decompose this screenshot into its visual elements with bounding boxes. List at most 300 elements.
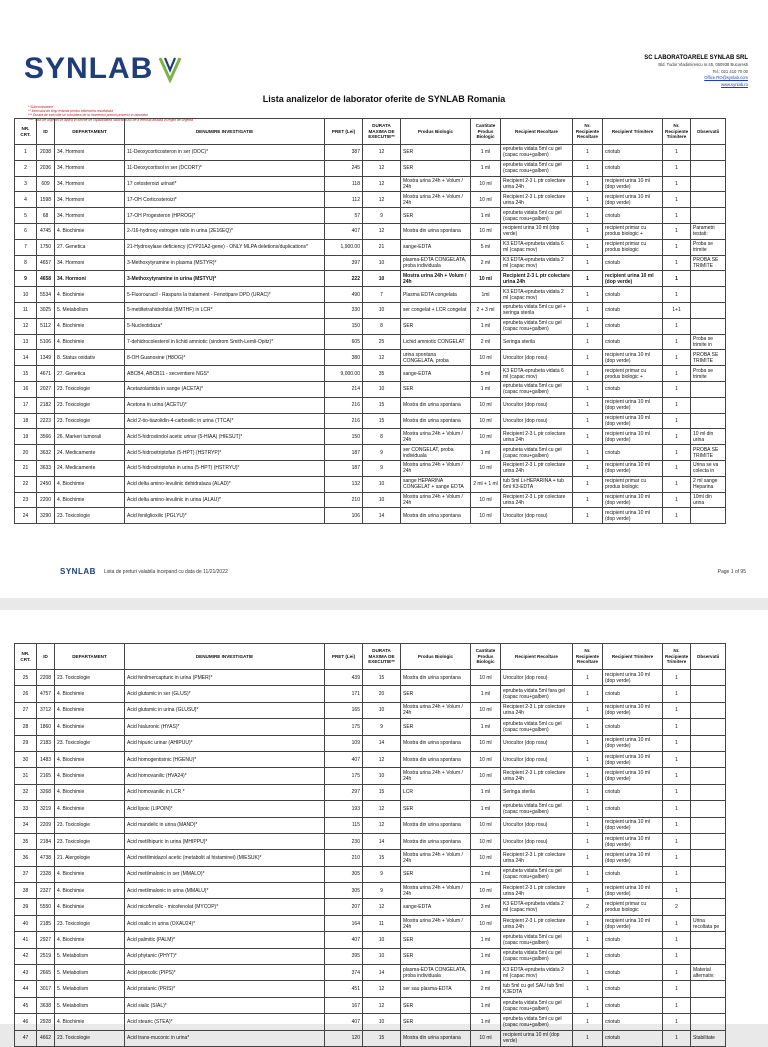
table-cell: 2450 <box>37 476 55 492</box>
table-cell: Acid homogentisinic (HGENU)* <box>125 751 325 767</box>
table-cell: Recipient 2-3 L ptr colectare urina 24h <box>501 176 573 192</box>
table-cell <box>691 1014 726 1030</box>
analyses-table-page-1 <box>14 118 726 524</box>
table-cell: recipient urina 10 ml (dop verde) <box>603 735 663 751</box>
table-cell: 1 <box>573 981 603 997</box>
table-cell: Urocultor (dop rosu) <box>501 397 573 413</box>
table-cell: Acid delta amino-levulinic in urina (ALAU)* <box>125 492 325 508</box>
table-cell: 10 ml <box>471 508 501 524</box>
table-cell: 1 ml <box>471 997 501 1013</box>
table-cell: 175 <box>325 719 363 735</box>
table-row <box>15 686 726 702</box>
table-cell: 1 <box>663 997 691 1013</box>
table-cell: 10 <box>363 1014 401 1030</box>
table-cell: 3268 <box>37 784 55 800</box>
table-cell: 27. Genetica <box>55 239 125 255</box>
table-cell: 2-/16-hydroxy estrogen ratio in urina (2E16EQ)* <box>125 223 325 239</box>
column-header: Observatii <box>691 644 726 670</box>
table-cell: recipient urina 10 ml (dop verde) <box>603 429 663 445</box>
table-cell: 12 <box>363 751 401 767</box>
table-cell: criotub <box>603 160 663 176</box>
table-cell: eprubeta vidata 5ml cu gel (capac rosu+galben) <box>501 208 573 224</box>
table-cell: 1 <box>663 271 691 287</box>
table-cell: Stabilitate <box>691 1030 726 1046</box>
table-cell: 1 <box>573 1014 603 1030</box>
table-cell: 16 <box>15 381 37 397</box>
table-cell: SER <box>401 948 471 964</box>
table-cell: 43 <box>15 965 37 981</box>
table-cell: 2038 <box>37 145 55 161</box>
logo-text: SYNLAB <box>24 52 154 85</box>
table-cell: criotub <box>603 686 663 702</box>
table-cell: 41 <box>15 932 37 948</box>
table-cell: 9,000.00 <box>325 366 363 382</box>
table-cell: 10 <box>363 255 401 271</box>
table-cell: 23. Toxicologie <box>55 413 125 429</box>
table-cell: recipient urina 10 ml (dop verde) <box>603 397 663 413</box>
table-cell: Acetona in urina (ACETU)* <box>125 397 325 413</box>
table-cell: Acid 5-hidroxitriptofan (5-HPT) (HSTRYP)* <box>125 445 325 461</box>
table-cell: 23. Toxicologie <box>55 833 125 849</box>
column-header: Recipient Recoltare <box>501 644 573 670</box>
company-address: Bld. Tudor Vladimirescu nr.45, 050938 Bucuresti <box>658 62 748 67</box>
column-header: DEPARTAMENT <box>55 644 125 670</box>
table-cell: Urocultor (dop rosu) <box>501 817 573 833</box>
table-cell: 4757 <box>37 686 55 702</box>
legend-note: ** Intervalul de timp estimat pentru eliberarea rezultatului <box>28 109 114 114</box>
table-cell: criotub <box>603 255 663 271</box>
table-cell: 5. Metabolism <box>55 981 125 997</box>
table-cell: 1 ml <box>471 160 501 176</box>
table-cell: SER <box>401 145 471 161</box>
table-cell: Seringa sterila <box>501 334 573 350</box>
table-cell: criotub <box>603 784 663 800</box>
table-cell: 34. Hormoni <box>55 192 125 208</box>
table-cell: 10 ml din urina <box>691 429 726 445</box>
table-cell: 1 <box>663 784 691 800</box>
table-cell: 109 <box>325 735 363 751</box>
table-cell: 1 <box>663 768 691 784</box>
table-cell: 193 <box>325 801 363 817</box>
table-cell: 3290 <box>37 508 55 524</box>
table-cell: 35 <box>15 833 37 849</box>
synlab-logo <box>24 52 183 86</box>
table-cell: PROBA SE TRIMITE <box>691 445 726 461</box>
table-cell <box>691 801 726 817</box>
table-cell: 1 <box>663 850 691 866</box>
table-cell: 22 <box>15 476 37 492</box>
table-cell: Acid metilhipuric in urina (MHIPPU)* <box>125 833 325 849</box>
table-cell <box>691 176 726 192</box>
company-name: SC LABORATOARELE SYNLAB SRL <box>644 55 748 61</box>
table-row <box>15 302 726 318</box>
table-cell: 1 <box>663 208 691 224</box>
table-cell: 1 <box>663 429 691 445</box>
table-cell <box>691 719 726 735</box>
table-cell: 15 <box>363 397 401 413</box>
table-cell: K3 EDTA-eprubeta vidata 2 ml (capac mov) <box>501 287 573 303</box>
table-cell: 4. Biochimie <box>55 702 125 718</box>
table-cell: 1 <box>663 1030 691 1046</box>
table-cell: 1 <box>573 768 603 784</box>
table-cell: 1 <box>663 932 691 948</box>
column-header: DENUMIRE INVESTIGATIE <box>125 644 325 670</box>
table-cell: 1,900.00 <box>325 239 363 255</box>
table-cell: 1 ml <box>471 445 501 461</box>
table-row <box>15 965 726 981</box>
table-cell: 2 <box>573 899 603 915</box>
table-cell: 12 <box>363 350 401 366</box>
table-cell: plasma-EDTA CONGELATA, proba individuala <box>401 255 471 271</box>
table-cell: Urocultor (dop rosu) <box>501 670 573 686</box>
table-cell: 1 <box>573 735 603 751</box>
table-cell: 187 <box>325 460 363 476</box>
table-cell: 19 <box>15 429 37 445</box>
table-cell: 150 <box>325 318 363 334</box>
table-cell: 1 <box>573 366 603 382</box>
table-cell: 1 <box>573 476 603 492</box>
table-cell: Urina recoltata pe <box>691 915 726 931</box>
table-cell: Lichid amniotic CONGELAT <box>401 334 471 350</box>
table-cell: 1 <box>663 160 691 176</box>
table-cell: 1 <box>573 381 603 397</box>
table-cell: eprubeta vidata 5ml cu gel (capac rosu+galben) <box>501 445 573 461</box>
table-cell: 30 <box>15 751 37 767</box>
table-cell: Acid 5-hidroxiindol acetic urinar (5-HIAA) (HIESUT)* <box>125 429 325 445</box>
table-cell: 1 <box>573 334 603 350</box>
table-cell: 1 <box>573 751 603 767</box>
table-cell: 10 ml <box>471 429 501 445</box>
table-cell: Acid sialic (SIAL)* <box>125 997 325 1013</box>
column-header: Produs Biologic <box>401 644 471 670</box>
table-cell: 1 <box>663 719 691 735</box>
table-row <box>15 932 726 948</box>
table-cell: 1 <box>663 287 691 303</box>
table-cell: criotub <box>603 381 663 397</box>
table-cell: 33 <box>15 801 37 817</box>
table-cell: 1598 <box>37 192 55 208</box>
table-cell: SER <box>401 381 471 397</box>
table-cell: 4. Biochimie <box>55 492 125 508</box>
table-row <box>15 381 726 397</box>
table-header-row <box>15 119 726 145</box>
table-cell: 4. Biochimie <box>55 287 125 303</box>
table-cell: 1 <box>573 429 603 445</box>
table-cell: Acid metilmalonic in urina (MMALU)* <box>125 883 325 899</box>
table-cell: 1 <box>573 915 603 931</box>
table-cell: 164 <box>325 915 363 931</box>
table-cell <box>691 817 726 833</box>
table-cell: 1 <box>663 702 691 718</box>
table-cell: 1 <box>663 492 691 508</box>
table-row <box>15 702 726 718</box>
table-cell: 10 ml <box>471 413 501 429</box>
table-cell: 9 <box>363 866 401 882</box>
table-cell <box>691 702 726 718</box>
table-cell: 1 <box>573 784 603 800</box>
table-header-row <box>15 644 726 670</box>
table-cell: 39 <box>15 899 37 915</box>
table-cell: 23 <box>15 492 37 508</box>
table-cell: Acid 2-tio-tiazolidin-4-carboxilic in urina (TTCA)* <box>125 413 325 429</box>
table-cell: SER <box>401 208 471 224</box>
table-cell: Acid metilmalonic in ser (MMALO)* <box>125 866 325 882</box>
table-cell: 1 ml <box>471 719 501 735</box>
table-cell <box>691 287 726 303</box>
table-cell <box>691 768 726 784</box>
table-cell: 1 <box>663 670 691 686</box>
table-cell: 1 <box>573 208 603 224</box>
table-cell: 46 <box>15 1014 37 1030</box>
table-cell: K3 EDTA-eprubeta vidata 6 ml (capac mov) <box>501 366 573 382</box>
table-cell: 36 <box>15 850 37 866</box>
table-cell: Acid hipuric urinar (AHIPUU)* <box>125 735 325 751</box>
table-cell: 1 <box>573 817 603 833</box>
table-cell <box>691 160 726 176</box>
table-cell: SER <box>401 719 471 735</box>
company-info <box>644 54 748 88</box>
company-website-link[interactable]: www.synlab.ro <box>721 81 748 87</box>
table-row <box>15 883 726 899</box>
table-cell <box>691 735 726 751</box>
table-cell: 12 <box>363 981 401 997</box>
table-cell: 2208 <box>37 670 55 686</box>
table-cell: 4. Biochimie <box>55 751 125 767</box>
table-cell: Acid glutamic in ser (GLUS)* <box>125 686 325 702</box>
table-cell: 2027 <box>37 381 55 397</box>
table-cell: 439 <box>325 670 363 686</box>
table-cell: 1 <box>663 223 691 239</box>
table-cell: 10 <box>363 271 401 287</box>
table-cell: 216 <box>325 413 363 429</box>
table-cell: recipient urina 10 ml (dop verde) <box>603 915 663 931</box>
column-header: Nr. Recipiente Trimitere <box>663 119 691 145</box>
company-phone: Tel.: 021 410 70 00 <box>712 68 748 74</box>
table-cell: 1 <box>663 460 691 476</box>
table-cell: 23. Toxicologie <box>55 381 125 397</box>
table-cell: 12 <box>363 801 401 817</box>
table-cell: 167 <box>325 997 363 1013</box>
table-row <box>15 192 726 208</box>
column-header: ID <box>37 644 55 670</box>
table-cell: 397 <box>325 255 363 271</box>
table-cell: Recipient 2-3 L ptr colectare urina 24h <box>501 192 573 208</box>
table-cell: 9 <box>15 271 37 287</box>
table-cell: 15 <box>363 670 401 686</box>
table-cell <box>691 948 726 964</box>
table-cell: 11-Deoxycortisol in ser (DCORT)* <box>125 160 325 176</box>
table-cell: criotub <box>603 145 663 161</box>
table-cell: 2 ml <box>471 255 501 271</box>
table-cell: 175 <box>325 768 363 784</box>
table-cell <box>691 850 726 866</box>
column-header: NR. CRT. <box>15 644 37 670</box>
table-cell: 2209 <box>37 817 55 833</box>
table-cell: criotub <box>603 1030 663 1046</box>
table-cell: 10 ml <box>471 768 501 784</box>
table-cell: 5-metiltetrahidrofolat (5MTHF) in LCR* <box>125 302 325 318</box>
table-cell: Acid homovanilic (HVA24)* <box>125 768 325 784</box>
table-cell: 34 <box>15 817 37 833</box>
table-cell: 395 <box>325 948 363 964</box>
column-header: NR. CRT. <box>15 119 37 145</box>
table-cell: 18 <box>15 413 37 429</box>
page-number: Page 1 of 95 <box>717 568 746 575</box>
table-cell: K3 EDTA-eprubeta vidata 6 ml (capac mov) <box>501 239 573 255</box>
table-cell: eprubeta vidata 5ml cu gel (capac rosu+galben) <box>501 719 573 735</box>
table-cell: 23. Toxicologie <box>55 735 125 751</box>
table-cell: Recipient 2-3 L ptr colectare urina 24h <box>501 850 573 866</box>
table-cell: 5. Metabolism <box>55 997 125 1013</box>
table-cell: 1 <box>663 981 691 997</box>
table-cell: 305 <box>325 866 363 882</box>
table-cell: 10 ml <box>471 176 501 192</box>
table-cell: 1 <box>663 145 691 161</box>
table-cell: eprubeta vidata 5ml cu gel + seringa sterila <box>501 302 573 318</box>
table-row <box>15 413 726 429</box>
table-cell: sange-EDTA <box>401 239 471 255</box>
table-cell: 34. Hormoni <box>55 271 125 287</box>
table-row <box>15 176 726 192</box>
table-row <box>15 915 726 931</box>
table-cell: recipient urina 10 ml (dop verde) <box>603 271 663 287</box>
table-cell <box>691 670 726 686</box>
table-cell: 17 <box>15 397 37 413</box>
column-header: Nr. Recipiente Recoltare <box>573 119 603 145</box>
table-cell: recipient urina 10 ml (dop verde) <box>603 702 663 718</box>
table-cell: 10 ml <box>471 850 501 866</box>
table-cell: 1 <box>573 287 603 303</box>
table-cell: 15 <box>363 850 401 866</box>
table-cell: Mostra urina 24h + Volum / 24h <box>401 192 471 208</box>
table-cell: 4. Biochimie <box>55 883 125 899</box>
table-cell: 12 <box>363 192 401 208</box>
table-cell: 10 <box>363 492 401 508</box>
table-cell: Acid palmitic (PALM)* <box>125 932 325 948</box>
document-page-2 <box>0 610 768 1045</box>
table-cell <box>691 883 726 899</box>
table-cell: 1 ml <box>471 318 501 334</box>
table-cell: 407 <box>325 751 363 767</box>
table-cell: 10 ml <box>471 833 501 849</box>
table-cell: 222 <box>325 271 363 287</box>
table-cell: 10 ml <box>471 751 501 767</box>
table-cell: 2 ml <box>471 334 501 350</box>
table-cell: 10 <box>363 476 401 492</box>
table-cell: 25 <box>15 670 37 686</box>
table-cell: Mostra din urina spontana <box>401 817 471 833</box>
table-cell: 120 <box>325 1030 363 1046</box>
table-cell: Acid oxalic in urina (OXAU24)* <box>125 915 325 931</box>
table-cell: criotub <box>603 965 663 981</box>
table-cell: 26 <box>15 686 37 702</box>
table-cell: 106 <box>325 508 363 524</box>
table-cell <box>691 145 726 161</box>
table-cell: recipient urina 10 ml (dop verde) <box>501 223 573 239</box>
document-title: Lista analizelor de laborator oferite de SYNLAB Romania <box>262 94 506 104</box>
table-cell: 10 ml <box>471 883 501 899</box>
table-cell <box>691 302 726 318</box>
table-cell: 4745 <box>37 223 55 239</box>
table-cell: 3633 <box>37 460 55 476</box>
table-cell: SER <box>401 160 471 176</box>
table-cell: 1 ml <box>471 948 501 964</box>
table-cell: 9 <box>363 460 401 476</box>
table-cell: 165 <box>325 702 363 718</box>
table-cell: ser congelat + LCR congelat <box>401 302 471 318</box>
table-cell: 2 <box>15 160 37 176</box>
table-cell: 112 <box>325 192 363 208</box>
table-cell: Parametri testati: <box>691 223 726 239</box>
table-cell: Urocultor (dop rosu) <box>501 735 573 751</box>
table-cell: 5 ml <box>471 366 501 382</box>
table-cell: 23. Toxicologie <box>55 670 125 686</box>
table-cell: recipient urina 10 ml (dop verde) <box>603 751 663 767</box>
table-cell: 210 <box>325 492 363 508</box>
table-cell: Recipient 2-3 L ptr colectare urina 24h <box>501 429 573 445</box>
table-cell: 4662 <box>37 1030 55 1046</box>
table-cell: 1 <box>663 883 691 899</box>
table-cell: 1 <box>573 997 603 1013</box>
table-cell: 1750 <box>37 239 55 255</box>
company-email-link[interactable]: Office.RO@synlab.com <box>704 75 748 81</box>
table-cell: 1 <box>15 145 37 161</box>
table-cell: Mostra urina 24h + Volum / 24h <box>401 271 471 287</box>
table-cell: recipient urina 10 ml (dop verde) <box>603 413 663 429</box>
table-cell: 387 <box>325 145 363 161</box>
column-header: Recipient Recoltare <box>501 119 573 145</box>
table-cell: 1 <box>573 145 603 161</box>
table-cell: 216 <box>325 397 363 413</box>
table-cell: tub 5ml cu gel SAU tub 5ml K3EDTA <box>501 981 573 997</box>
table-cell: 1 ml <box>471 965 501 981</box>
table-cell: Mostra din urina spontana <box>401 413 471 429</box>
table-cell: 2223 <box>37 413 55 429</box>
table-cell: sange-EDTA <box>401 899 471 915</box>
table-cell: 171 <box>325 686 363 702</box>
table-cell: recipient urina 10 ml (dop verde) <box>603 850 663 866</box>
table-cell: 1 <box>663 735 691 751</box>
table-cell: 29 <box>15 735 37 751</box>
legend-note: *** Durata de executie se considera de la momentul primirii probelor in laborator <box>28 113 148 118</box>
table-cell: recipient urina 10 ml (dop verde) <box>501 1030 573 1046</box>
table-cell: 10 ml <box>471 397 501 413</box>
table-cell: 31 <box>15 768 37 784</box>
table-cell: recipient urina 10 ml (dop verde) <box>603 670 663 686</box>
table-cell <box>691 318 726 334</box>
table-cell: 3219 <box>37 801 55 817</box>
table-cell: 1 <box>663 192 691 208</box>
table-cell: Urina se va colecta in <box>691 460 726 476</box>
table-cell: 1 <box>573 686 603 702</box>
column-header: DURATA MAXIMA DE EXECUTIE** <box>363 644 401 670</box>
table-cell: 11-Deoxycorticosteron in ser (DOC)* <box>125 145 325 161</box>
table-cell: 1 <box>663 833 691 849</box>
table-cell: 2 ml sange Heparina <box>691 476 726 492</box>
table-cell: 3017 <box>37 981 55 997</box>
table-cell: 12 <box>363 145 401 161</box>
table-cell: Seringa sterila <box>501 784 573 800</box>
table-cell: 1 <box>663 255 691 271</box>
table-cell: 12 <box>363 223 401 239</box>
table-row <box>15 1014 726 1030</box>
table-row <box>15 287 726 303</box>
table-cell: SER <box>401 866 471 882</box>
table-row <box>15 255 726 271</box>
table-cell: 23. Toxicologie <box>55 915 125 931</box>
table-cell: 7 <box>15 239 37 255</box>
table-cell <box>691 784 726 800</box>
